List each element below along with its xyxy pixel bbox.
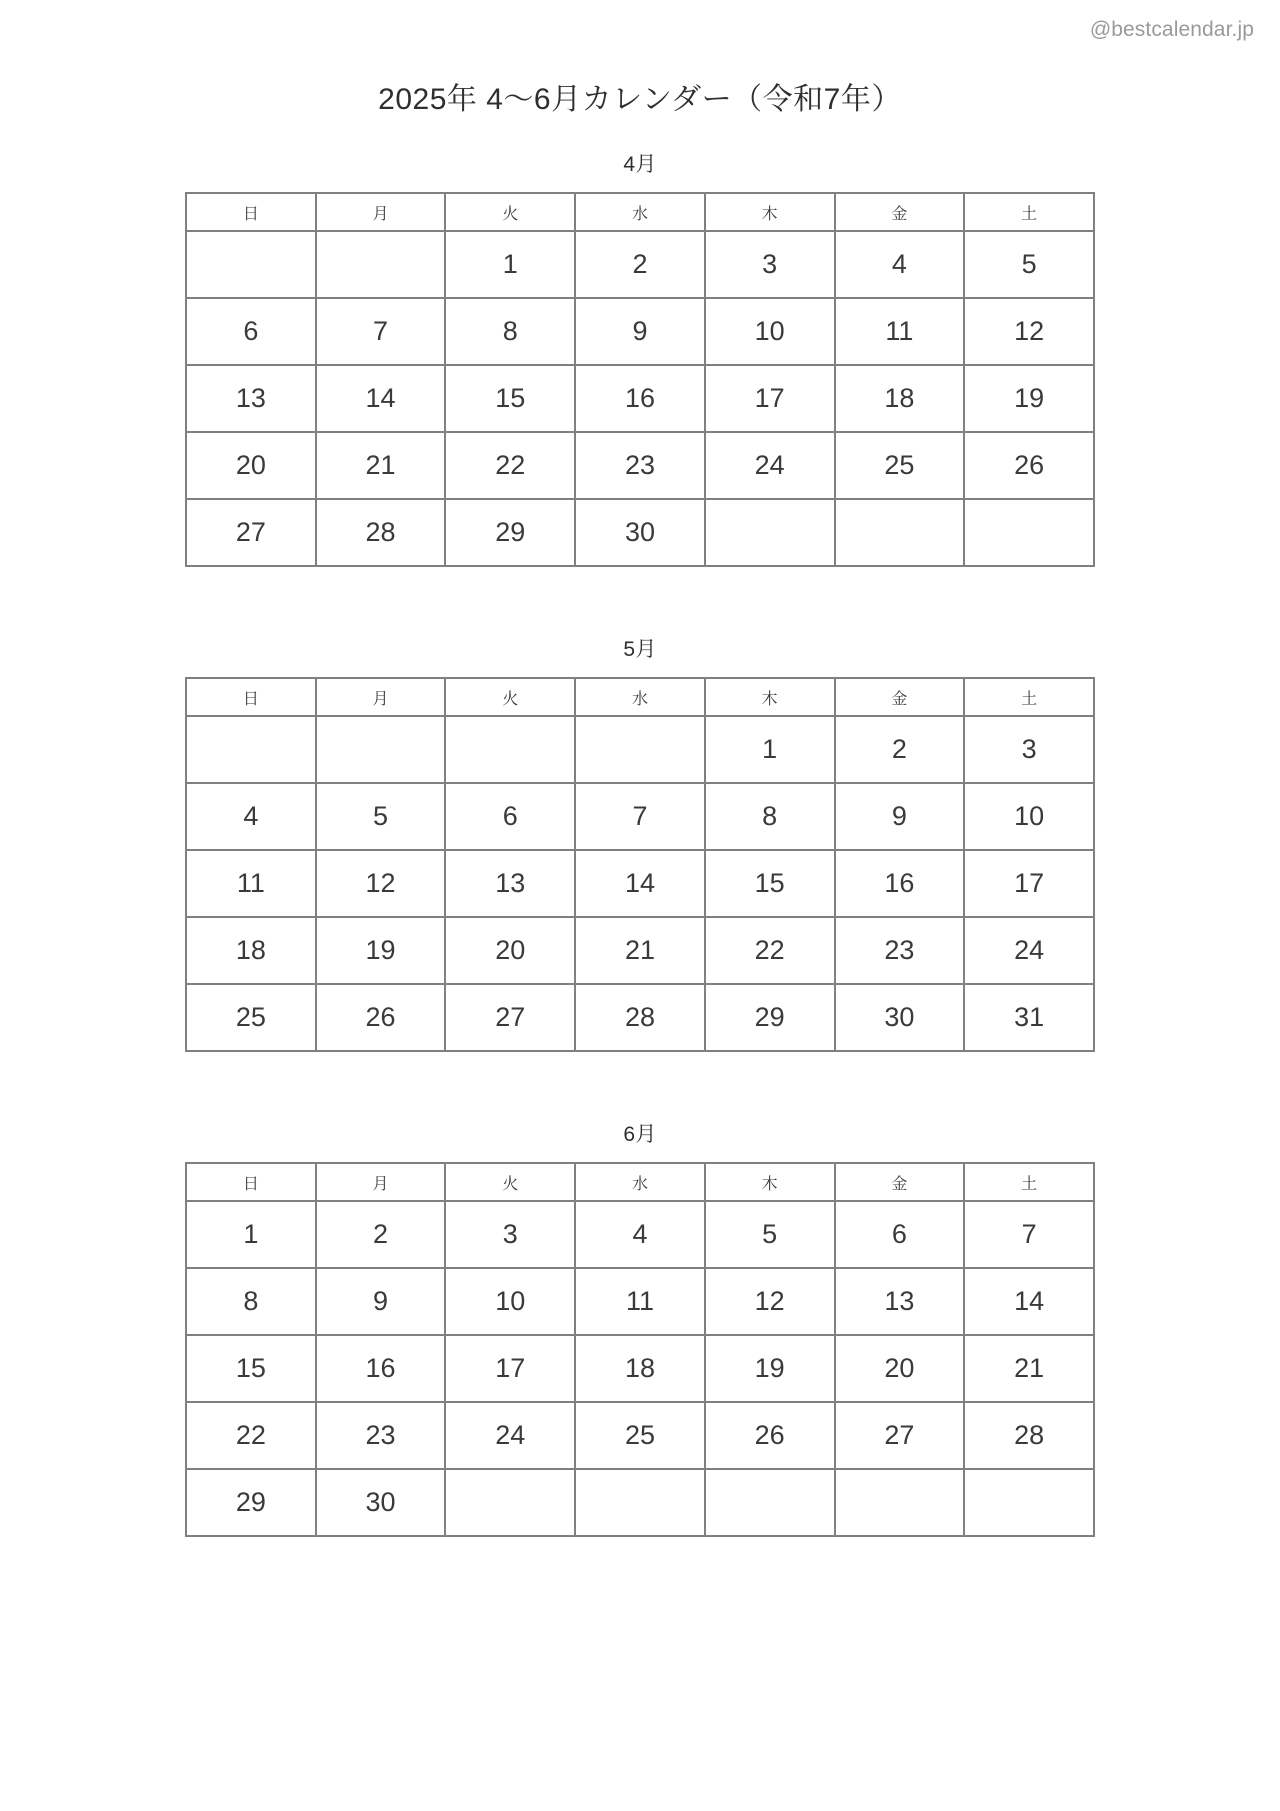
weekday-header-row [186, 193, 1094, 231]
day-cell[interactable]: 30 [316, 1469, 446, 1536]
day-cell[interactable]: 1 [445, 231, 575, 298]
day-cell[interactable]: 20 [835, 1335, 965, 1402]
day-cell[interactable]: 25 [186, 984, 316, 1051]
calendar-body-june [186, 1201, 1094, 1536]
day-cell[interactable]: 6 [445, 783, 575, 850]
day-cell[interactable]: 21 [964, 1335, 1094, 1402]
day-cell[interactable]: 15 [705, 850, 835, 917]
weekday-header-2: 火 [445, 678, 575, 716]
day-cell[interactable]: 19 [964, 365, 1094, 432]
weekday-header-3: 水 [575, 1163, 705, 1201]
day-cell[interactable]: 30 [575, 499, 705, 566]
weekday-header-row [186, 678, 1094, 716]
day-cell[interactable]: 13 [445, 850, 575, 917]
day-cell-empty [316, 231, 446, 298]
day-cell[interactable]: 30 [835, 984, 965, 1051]
week-row [186, 365, 1094, 432]
day-cell[interactable]: 26 [316, 984, 446, 1051]
day-cell[interactable]: 25 [835, 432, 965, 499]
day-cell[interactable]: 2 [575, 231, 705, 298]
calendar-table-may [185, 677, 1095, 1052]
day-cell[interactable]: 26 [705, 1402, 835, 1469]
day-cell[interactable]: 31 [964, 984, 1094, 1051]
weekday-header-5: 金 [835, 678, 965, 716]
day-cell[interactable]: 13 [186, 365, 316, 432]
day-cell[interactable]: 12 [705, 1268, 835, 1335]
day-cell[interactable]: 3 [705, 231, 835, 298]
day-cell[interactable]: 9 [316, 1268, 446, 1335]
day-cell[interactable]: 17 [705, 365, 835, 432]
day-cell[interactable]: 16 [575, 365, 705, 432]
day-cell-empty [445, 716, 575, 783]
day-cell-empty [186, 716, 316, 783]
day-cell[interactable]: 10 [445, 1268, 575, 1335]
day-cell[interactable]: 12 [316, 850, 446, 917]
week-row [186, 1335, 1094, 1402]
weekday-header-3: 水 [575, 678, 705, 716]
week-row [186, 1201, 1094, 1268]
week-row [186, 716, 1094, 783]
day-cell[interactable]: 10 [964, 783, 1094, 850]
day-cell[interactable]: 17 [445, 1335, 575, 1402]
month-label-april: 4月 [623, 153, 657, 176]
day-cell[interactable]: 23 [575, 432, 705, 499]
day-cell[interactable]: 7 [575, 783, 705, 850]
weekday-header-4: 木 [705, 193, 835, 231]
week-row [186, 432, 1094, 499]
weekday-header-1: 月 [316, 193, 446, 231]
day-cell[interactable]: 4 [186, 783, 316, 850]
day-cell[interactable]: 4 [835, 231, 965, 298]
day-cell[interactable]: 28 [575, 984, 705, 1051]
calendar-body-may [186, 716, 1094, 1051]
day-cell[interactable]: 8 [705, 783, 835, 850]
month-label-may: 5月 [623, 638, 657, 661]
day-cell[interactable]: 14 [964, 1268, 1094, 1335]
day-cell[interactable]: 5 [316, 783, 446, 850]
day-cell[interactable]: 18 [835, 365, 965, 432]
day-cell-empty [575, 1469, 705, 1536]
weekday-header-0: 日 [186, 193, 316, 231]
weekday-header-5: 金 [835, 1163, 965, 1201]
page-title: 2025年 4〜6月カレンダー（令和7年） [378, 83, 902, 116]
weekday-header-6: 土 [964, 1163, 1094, 1201]
day-cell[interactable]: 18 [575, 1335, 705, 1402]
calendar-table-april [185, 192, 1095, 567]
week-row [186, 1469, 1094, 1536]
day-cell-empty [575, 716, 705, 783]
weekday-header-0: 日 [186, 1163, 316, 1201]
day-cell[interactable]: 2 [835, 716, 965, 783]
weekday-header-5: 金 [835, 193, 965, 231]
month-block-april [185, 148, 1095, 567]
weekday-header-0: 日 [186, 678, 316, 716]
day-cell[interactable]: 22 [445, 432, 575, 499]
weekday-header-1: 月 [316, 678, 446, 716]
day-cell[interactable]: 1 [705, 716, 835, 783]
day-cell[interactable]: 19 [705, 1335, 835, 1402]
day-cell-empty [445, 1469, 575, 1536]
weekday-header-2: 火 [445, 193, 575, 231]
day-cell[interactable]: 27 [186, 499, 316, 566]
day-cell[interactable]: 24 [445, 1402, 575, 1469]
day-cell[interactable]: 12 [964, 298, 1094, 365]
day-cell[interactable]: 7 [316, 298, 446, 365]
day-cell-empty [964, 1469, 1094, 1536]
day-cell[interactable]: 3 [964, 716, 1094, 783]
day-cell[interactable]: 14 [575, 850, 705, 917]
day-cell[interactable]: 8 [186, 1268, 316, 1335]
day-cell[interactable]: 28 [964, 1402, 1094, 1469]
weekday-header-6: 土 [964, 193, 1094, 231]
site-watermark: @bestcalendar.jp [1089, 18, 1254, 41]
day-cell[interactable]: 6 [835, 1201, 965, 1268]
day-cell-empty [316, 716, 446, 783]
day-cell[interactable]: 20 [186, 432, 316, 499]
weekday-header-4: 木 [705, 1163, 835, 1201]
week-row [186, 917, 1094, 984]
week-row [186, 1402, 1094, 1469]
day-cell[interactable]: 17 [964, 850, 1094, 917]
week-row [186, 298, 1094, 365]
day-cell[interactable]: 28 [316, 499, 446, 566]
day-cell-empty [705, 1469, 835, 1536]
month-block-may [185, 633, 1095, 1052]
day-cell[interactable]: 5 [964, 231, 1094, 298]
day-cell[interactable]: 19 [316, 917, 446, 984]
day-cell[interactable]: 7 [964, 1201, 1094, 1268]
day-cell[interactable]: 27 [445, 984, 575, 1051]
day-cell[interactable]: 15 [186, 1335, 316, 1402]
week-row [186, 499, 1094, 566]
day-cell-empty [835, 1469, 965, 1536]
day-cell[interactable]: 10 [705, 298, 835, 365]
day-cell[interactable]: 18 [186, 917, 316, 984]
day-cell[interactable]: 15 [445, 365, 575, 432]
day-cell[interactable]: 29 [445, 499, 575, 566]
day-cell[interactable]: 9 [575, 298, 705, 365]
day-cell[interactable]: 23 [316, 1402, 446, 1469]
weekday-header-row [186, 1163, 1094, 1201]
day-cell-empty [705, 499, 835, 566]
day-cell[interactable]: 6 [186, 298, 316, 365]
day-cell[interactable]: 23 [835, 917, 965, 984]
day-cell-empty [186, 231, 316, 298]
weekday-header-4: 木 [705, 678, 835, 716]
day-cell[interactable]: 21 [575, 917, 705, 984]
day-cell[interactable]: 11 [186, 850, 316, 917]
day-cell-empty [964, 499, 1094, 566]
day-cell[interactable]: 24 [705, 432, 835, 499]
calendar-body-april [186, 231, 1094, 566]
weekday-header-3: 水 [575, 193, 705, 231]
day-cell[interactable]: 29 [186, 1469, 316, 1536]
day-cell[interactable]: 3 [445, 1201, 575, 1268]
day-cell[interactable]: 8 [445, 298, 575, 365]
week-row [186, 984, 1094, 1051]
calendar-table-june [185, 1162, 1095, 1537]
weekday-header-1: 月 [316, 1163, 446, 1201]
day-cell[interactable]: 27 [835, 1402, 965, 1469]
week-row [186, 231, 1094, 298]
day-cell[interactable]: 22 [705, 917, 835, 984]
day-cell[interactable]: 13 [835, 1268, 965, 1335]
day-cell-empty [835, 499, 965, 566]
day-cell[interactable]: 4 [575, 1201, 705, 1268]
week-row [186, 1268, 1094, 1335]
day-cell[interactable]: 21 [316, 432, 446, 499]
month-block-june [185, 1118, 1095, 1537]
weekday-header-6: 土 [964, 678, 1094, 716]
day-cell[interactable]: 20 [445, 917, 575, 984]
day-cell[interactable]: 16 [316, 1335, 446, 1402]
week-row [186, 850, 1094, 917]
day-cell[interactable]: 2 [316, 1201, 446, 1268]
day-cell[interactable]: 24 [964, 917, 1094, 984]
month-label-june: 6月 [623, 1123, 657, 1146]
week-row [186, 783, 1094, 850]
weekday-header-2: 火 [445, 1163, 575, 1201]
day-cell[interactable]: 16 [835, 850, 965, 917]
day-cell[interactable]: 26 [964, 432, 1094, 499]
day-cell[interactable]: 11 [575, 1268, 705, 1335]
day-cell[interactable]: 5 [705, 1201, 835, 1268]
day-cell[interactable]: 1 [186, 1201, 316, 1268]
day-cell[interactable]: 29 [705, 984, 835, 1051]
day-cell[interactable]: 9 [835, 783, 965, 850]
day-cell[interactable]: 22 [186, 1402, 316, 1469]
day-cell[interactable]: 11 [835, 298, 965, 365]
day-cell[interactable]: 14 [316, 365, 446, 432]
day-cell[interactable]: 25 [575, 1402, 705, 1469]
